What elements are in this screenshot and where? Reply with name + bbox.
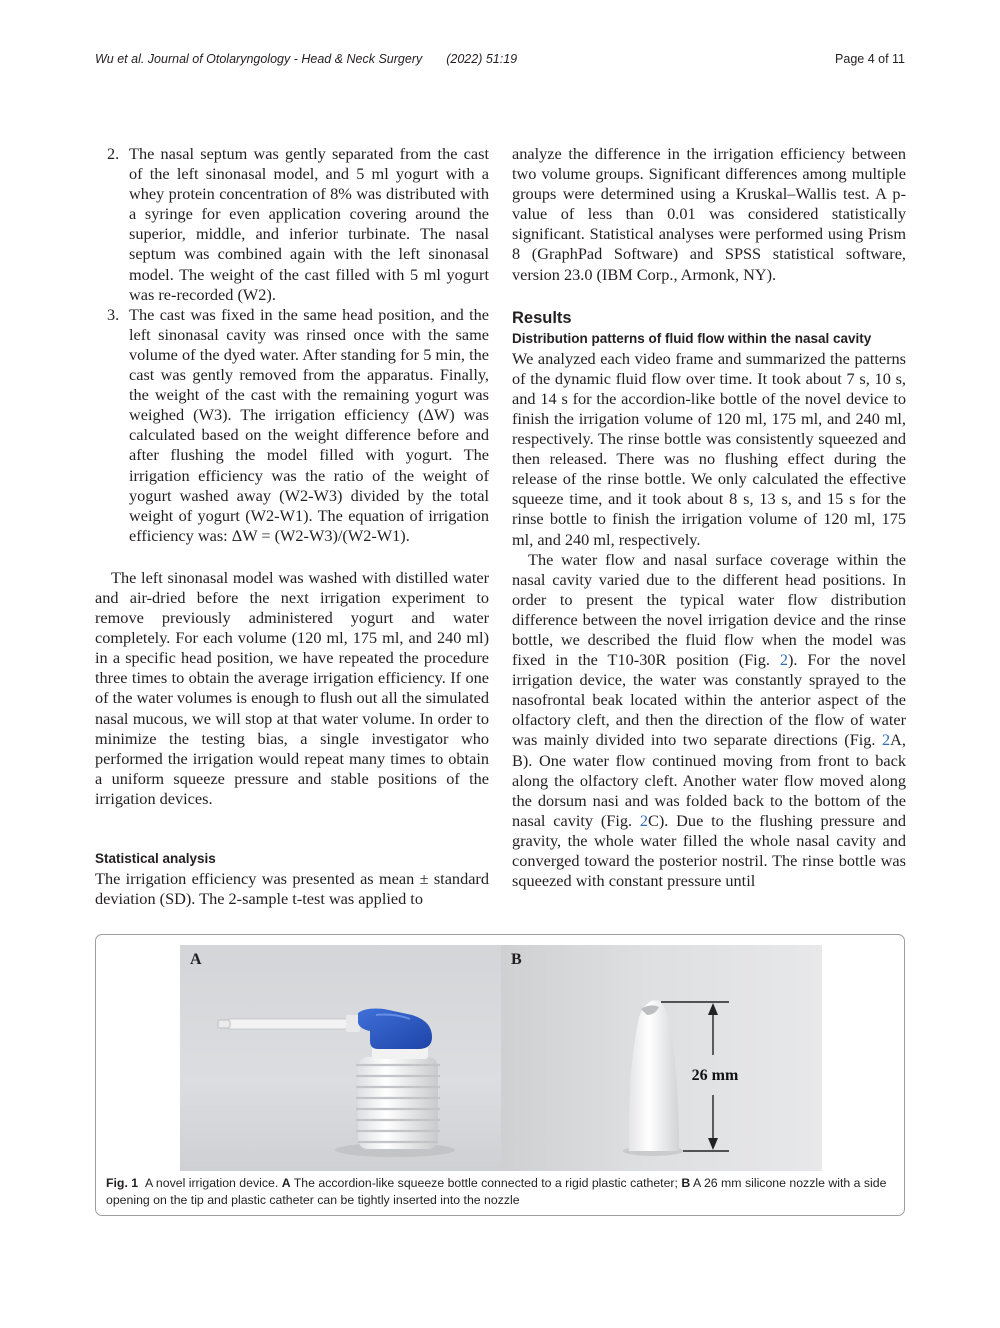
left-column [95,144,489,909]
step-item [95,305,489,546]
body-paragraph: The water flow and nasal surface coverage within the nasal cavity varied due to the different head positions. In order to present the typical water flow distribution difference between the novel irrigation device and the rinse bottle, we described the fluid flow when the model was fixed in the T10-30R position (Fig. 2). For the novel irrigation device, the water was constantly sprayed to the nasofrontal beak located within the anterior aspect of the olfactory cleft, and then the direction of the flow of water was mainly divided into two separate directions (Fig. 2A, B). One water flow continued moving from front to back along the olfactory cleft. Another water flow moved along the dorsum nasi and was folded back to the bottom of the nasal cavity (Fig. 2C). Due to the flushing pressure and gravity, the whole water filled the whole nasal cavity and converged toward the posterior nostril. The rinse bottle was squeezed with constant pressure until [512,549,907,891]
step-text: The nasal septum was gently separated from the cast of the left sinonasal model, and 5 ml yogurt with a whey protein concentration of 8% was distributed with a syringe for even application covering around the superior, middle, and inferior turbinate. The nasal septum was combined again with the left sinonasal model. The weight of the cast filled with 5 ml yogurt was re-recorded (W2). [129,144,489,304]
step-number: 3. [107,304,120,324]
figure-2c-link[interactable]: 2 [639,810,649,830]
section-heading-results: Results [512,308,572,327]
header-citation: Wu et al. Journal of Otolaryngology - Head & Neck Surgery (2022) 51:19 [95,52,518,66]
figure-2a-link[interactable]: 2 [882,730,891,750]
accordion-bellows [356,1057,440,1149]
page-number: Page 4 of 11 [835,52,905,66]
figure-1-panel-a [180,945,501,1171]
silicone-nozzle-illustration [501,945,822,1171]
right-column [512,144,906,891]
step-item [95,144,489,305]
step-number: 2. [107,144,120,163]
body-paragraph: analyze the difference in the irrigation efficiency between two volume groups. Significant differences among multiple groups were determined using a Kruskal–Wallis test. A p-value of less than 0.01 was considered statistically significant. Statistical analyses were performed using Prism 8 (GraphPad Software) and SPSS statistical software, version 23.0 (IBM Corp., Armonk, NY). [512,144,906,284]
figure-1 [95,934,905,1216]
procedure-steps [95,144,489,546]
section-heading-statistics: Statistical analysis [95,851,216,866]
figure-caption: Fig. 1 A novel irrigation device. A The accordion-like squeeze bottle connected to a rigid plastic catheter; B A 26 mm silicone nozzle with a side opening on the tip and plastic catheter can be tightly inserted into the nozzle [106,1176,887,1207]
running-header [95,52,905,72]
figure-2-link[interactable]: 2 [779,650,788,670]
panel-a-label: A [190,951,202,968]
subsection-heading-distribution: Distribution patterns of fluid flow within the nasal cavity [512,330,872,346]
body-paragraph: The left sinonasal model was washed with distilled water and air-dried before the next irrigation experiment to remove previously administered yogurt and water completely. For each volume (120 ml, 175 ml, and 240 ml) in a specific head position, we have repeated the procedure three times to obtain the average irrigation efficiency. If one of the water volumes is enough to flush out all the simulated nasal mucous, we will stop at that water volume. In order to minimize the testing bias, a single investigator who performed the irrigation would repeat many times to obtain a uniform squeeze pressure and stable positions of the irrigation devices. [95,567,489,808]
dimension-label: 26 mm [691,1067,739,1084]
step-text: The cast was fixed in the same head position, and the left sinonasal cavity was rinsed once with the same volume of the dyed water. After standing for 5 min, the cast was gently removed from the apparatus. Finally, the weight of the cast with the remaining yogurt was weighed (W3). The irrigation efficiency (ΔW) was calculated based on the weight difference before and after flushing the model filled with yogurt. The irrigation efficiency was the ratio of the weight of yogurt washed away (W2-W3) divided by the total weight of yogurt (W2-W1). The equation of irrigation efficiency was: ΔW = (W2-W3)/(W2-W1). [129,304,489,545]
body-paragraph: We analyzed each video frame and summarized the patterns of the dynamic fluid flow over time. It took about 7 s, 10 s, and 14 s for the accordion-like bottle of the novel device to finish the irrigation volume of 120 ml, 175 ml, and 240 ml, respectively. The rinse bottle was consistently squeezed and then released. There was no flushing effect during the release of the rinse bottle. We only calculated the effective squeeze time, and it took about 8 s, 13 s, and 15 s for the rinse bottle to finish the irrigation volume of 120 ml, 175 ml, and 240 ml, respectively. [512,348,906,549]
panel-b-label: B [511,951,522,968]
body-paragraph: The irrigation efficiency was presented as mean ± standard deviation (SD). The 2-sample t-test was applied to [95,869,489,909]
figure-1-panel-b [501,945,822,1171]
squeeze-bottle-illustration [180,945,501,1171]
